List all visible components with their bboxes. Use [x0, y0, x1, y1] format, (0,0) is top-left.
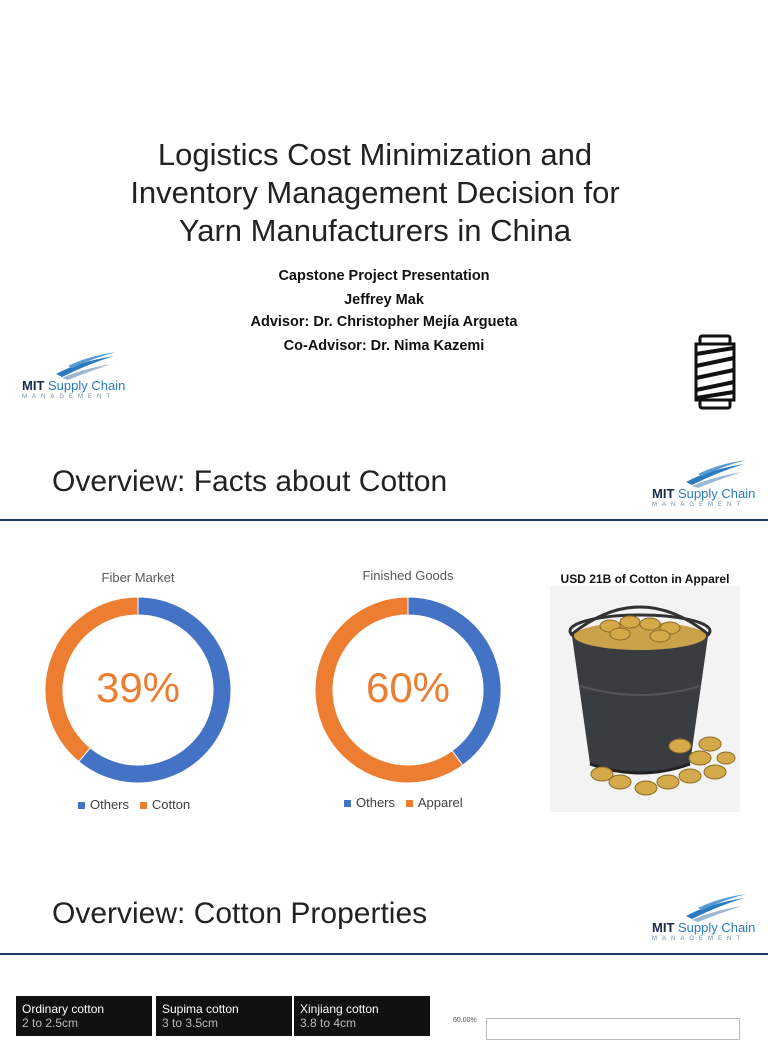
logo-mit: MIT — [652, 486, 675, 501]
swoosh-icon — [678, 894, 748, 922]
co-advisor: Co-Advisor: Dr. Nima Kazemi — [283, 338, 485, 354]
logo-mit: MIT — [22, 378, 45, 393]
slide-title — [60, 136, 690, 250]
swoosh-icon — [48, 352, 118, 380]
mini-chart-axis-label: 60.00% — [453, 1017, 477, 1024]
cotton-name: Xinjiang cotton — [300, 1002, 379, 1016]
legend-label-apparel: Apparel — [417, 795, 463, 810]
legend-swatch-others — [78, 802, 85, 809]
legend-fiber — [78, 797, 190, 812]
mini-chart-frame — [486, 1018, 740, 1040]
logo-management: MANAGEMENT — [22, 394, 116, 400]
legend-label-others: Others — [356, 795, 396, 810]
legend-finished — [344, 795, 463, 810]
bucket-of-coins-image — [550, 586, 740, 812]
logo-mit: MIT — [652, 920, 675, 935]
logo-management: MANAGEMENT — [652, 502, 746, 508]
legend-swatch-others — [344, 800, 351, 807]
yarn-spool-icon — [688, 334, 742, 410]
section-title-properties: Overview: Cotton Properties — [52, 897, 428, 930]
swoosh-icon — [678, 460, 748, 488]
logo-supply-chain: Supply Chain — [48, 378, 126, 393]
cotton-name: Ordinary cotton — [22, 1002, 105, 1016]
title-line-1: Logistics Cost Minimization and — [157, 137, 593, 172]
center-label-finished: 60% — [365, 664, 451, 711]
cotton-card-xinjiang — [294, 996, 430, 1036]
section-divider — [0, 519, 768, 521]
cotton-card-supima — [156, 996, 292, 1036]
logo-management: MANAGEMENT — [652, 936, 746, 942]
title-line-2: Inventory Management Decision for — [130, 175, 620, 210]
section-title-facts: Overview: Facts about Cotton — [52, 465, 448, 498]
title-line-3: Yarn Manufacturers in China — [178, 213, 572, 248]
cotton-length: 3.8 to 4cm — [300, 1016, 357, 1030]
chart-title-finished: Finished Goods — [362, 568, 454, 583]
cotton-card-ordinary — [16, 996, 152, 1036]
section-divider — [0, 953, 768, 955]
logo-supply-chain: Supply Chain — [678, 920, 756, 935]
legend-label-others: Others — [90, 797, 130, 812]
legend-swatch-apparel — [406, 800, 413, 807]
cotton-name: Supima cotton — [162, 1002, 239, 1016]
subtitle: Capstone Project Presentation — [278, 268, 490, 284]
author: Jeffrey Mak — [344, 292, 424, 308]
legend-label-cotton: Cotton — [151, 797, 191, 812]
advisor: Advisor: Dr. Christopher Mejía Argueta — [250, 314, 518, 330]
cotton-length: 2 to 2.5cm — [22, 1016, 79, 1030]
legend-swatch-cotton — [140, 802, 147, 809]
mit-scm-logo — [652, 458, 762, 514]
mit-scm-logo — [652, 892, 762, 948]
cotton-length: 3 to 3.5cm — [162, 1016, 219, 1030]
bucket-illustration — [550, 586, 740, 812]
chart-title-fiber: Fiber Market — [101, 570, 175, 585]
mit-scm-logo — [22, 350, 132, 406]
bucket-caption: USD 21B of Cotton in Apparel — [560, 572, 730, 586]
logo-supply-chain: Supply Chain — [678, 486, 756, 501]
center-label-fiber: 39% — [95, 664, 181, 711]
